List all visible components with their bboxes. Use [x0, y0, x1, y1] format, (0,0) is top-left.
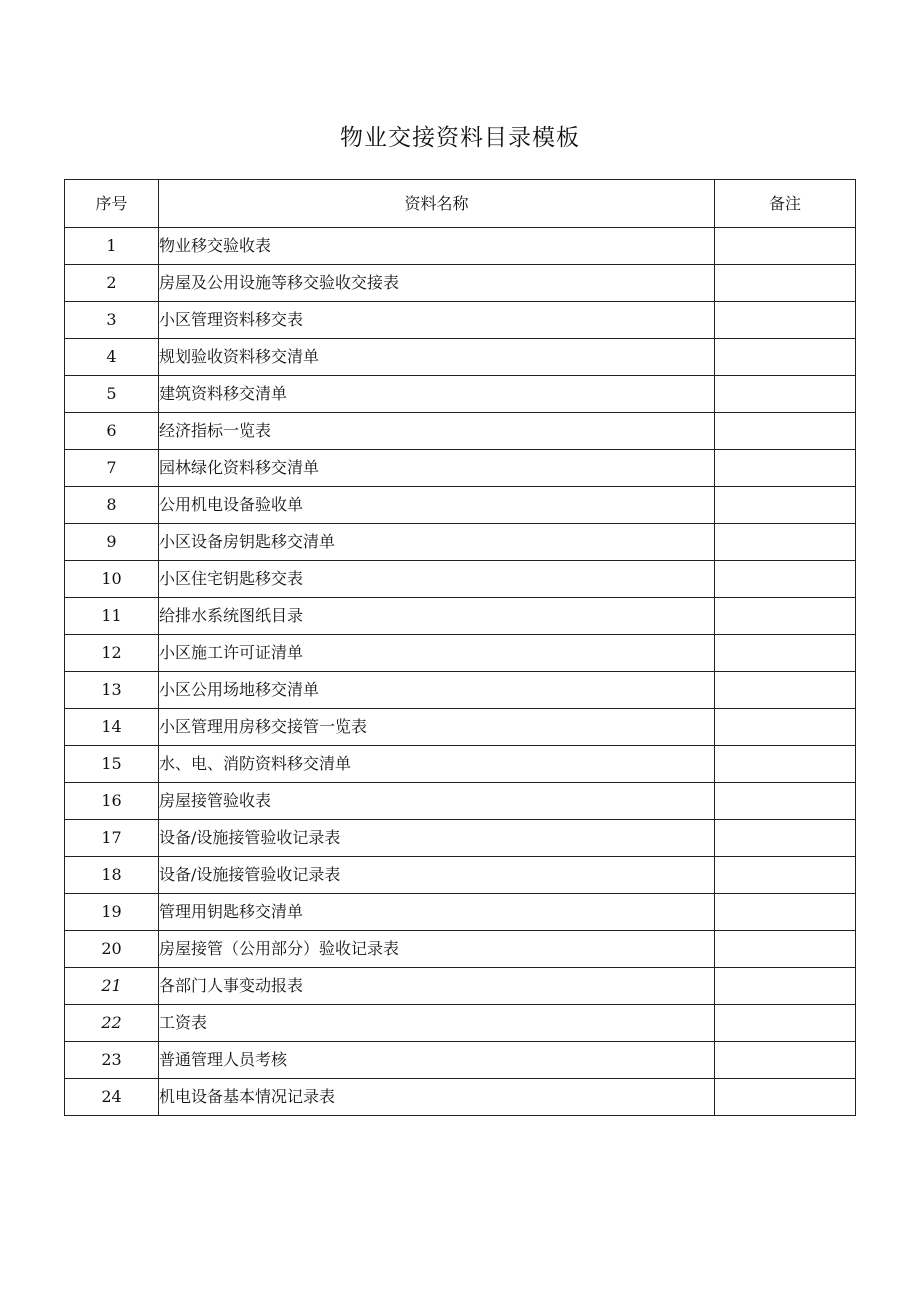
table-row: [65, 524, 856, 561]
row-document-name: 各部门人事变动报表: [159, 968, 715, 1005]
row-document-name: 机电设备基本情况记录表: [159, 1079, 715, 1116]
row-note: [715, 1005, 856, 1042]
row-number: 18: [65, 857, 159, 894]
table-row: [65, 413, 856, 450]
row-number: 6: [65, 413, 159, 450]
row-number: 8: [65, 487, 159, 524]
row-number: 17: [65, 820, 159, 857]
row-note: [715, 931, 856, 968]
row-note: [715, 783, 856, 820]
row-document-name: 小区管理资料移交表: [159, 302, 715, 339]
row-number: 7: [65, 450, 159, 487]
row-document-name: 房屋及公用设施等移交验收交接表: [159, 265, 715, 302]
catalog-table: [64, 179, 856, 1116]
row-document-name: 小区施工许可证清单: [159, 635, 715, 672]
header-no: 序号: [65, 180, 159, 228]
row-note: [715, 265, 856, 302]
table-row: [65, 746, 856, 783]
row-note: [715, 487, 856, 524]
table-row: [65, 931, 856, 968]
header-note: 备注: [715, 180, 856, 228]
row-number: 13: [65, 672, 159, 709]
row-note: [715, 302, 856, 339]
table-row: [65, 561, 856, 598]
row-note: [715, 561, 856, 598]
row-note: [715, 339, 856, 376]
row-document-name: 设备/设施接管验收记录表: [159, 820, 715, 857]
row-note: [715, 820, 856, 857]
row-document-name: 工资表: [159, 1005, 715, 1042]
row-document-name: 经济指标一览表: [159, 413, 715, 450]
row-number: 10: [65, 561, 159, 598]
table-row: [65, 450, 856, 487]
row-number: 21: [65, 968, 159, 1005]
row-note: [715, 857, 856, 894]
row-number: 14: [65, 709, 159, 746]
row-number: 22: [65, 1005, 159, 1042]
row-document-name: 设备/设施接管验收记录表: [159, 857, 715, 894]
table-row: [65, 820, 856, 857]
row-note: [715, 635, 856, 672]
row-note: [715, 450, 856, 487]
row-document-name: 管理用钥匙移交清单: [159, 894, 715, 931]
row-note: [715, 376, 856, 413]
row-number: 15: [65, 746, 159, 783]
row-document-name: 物业移交验收表: [159, 228, 715, 265]
page-title: 物业交接资料目录模板: [340, 125, 580, 151]
row-document-name: 小区公用场地移交清单: [159, 672, 715, 709]
row-note: [715, 524, 856, 561]
row-document-name: 房屋接管（公用部分）验收记录表: [159, 931, 715, 968]
row-note: [715, 746, 856, 783]
row-document-name: 房屋接管验收表: [159, 783, 715, 820]
table-row: [65, 302, 856, 339]
table-header-row: [65, 180, 856, 228]
table-row: [65, 228, 856, 265]
row-number: 12: [65, 635, 159, 672]
header-name: 资料名称: [159, 180, 715, 228]
row-number: 2: [65, 265, 159, 302]
table-row: [65, 339, 856, 376]
row-number: 1: [65, 228, 159, 265]
row-number: 19: [65, 894, 159, 931]
row-number: 11: [65, 598, 159, 635]
row-note: [715, 228, 856, 265]
row-document-name: 小区管理用房移交接管一览表: [159, 709, 715, 746]
row-document-name: 小区住宅钥匙移交表: [159, 561, 715, 598]
row-note: [715, 1079, 856, 1116]
row-note: [715, 968, 856, 1005]
row-note: [715, 709, 856, 746]
table-row: [65, 672, 856, 709]
table-row: [65, 1005, 856, 1042]
table-row: [65, 894, 856, 931]
table-row: [65, 783, 856, 820]
row-document-name: 普通管理人员考核: [159, 1042, 715, 1079]
row-note: [715, 413, 856, 450]
row-document-name: 规划验收资料移交清单: [159, 339, 715, 376]
table-row: [65, 376, 856, 413]
table-row: [65, 857, 856, 894]
row-document-name: 建筑资料移交清单: [159, 376, 715, 413]
table-row: [65, 709, 856, 746]
row-number: 5: [65, 376, 159, 413]
table-row: [65, 1042, 856, 1079]
table-body: [65, 228, 856, 1116]
table-row: [65, 598, 856, 635]
row-document-name: 给排水系统图纸目录: [159, 598, 715, 635]
row-note: [715, 598, 856, 635]
row-document-name: 公用机电设备验收单: [159, 487, 715, 524]
table-row: [65, 968, 856, 1005]
table-row: [65, 635, 856, 672]
row-note: [715, 672, 856, 709]
table-row: [65, 487, 856, 524]
row-document-name: 小区设备房钥匙移交清单: [159, 524, 715, 561]
row-note: [715, 894, 856, 931]
row-note: [715, 1042, 856, 1079]
row-number: 16: [65, 783, 159, 820]
row-number: 20: [65, 931, 159, 968]
row-number: 24: [65, 1079, 159, 1116]
row-number: 23: [65, 1042, 159, 1079]
table-row: [65, 1079, 856, 1116]
row-number: 3: [65, 302, 159, 339]
row-document-name: 水、电、消防资料移交清单: [159, 746, 715, 783]
table-row: [65, 265, 856, 302]
row-number: 9: [65, 524, 159, 561]
row-number: 4: [65, 339, 159, 376]
row-document-name: 园林绿化资料移交清单: [159, 450, 715, 487]
